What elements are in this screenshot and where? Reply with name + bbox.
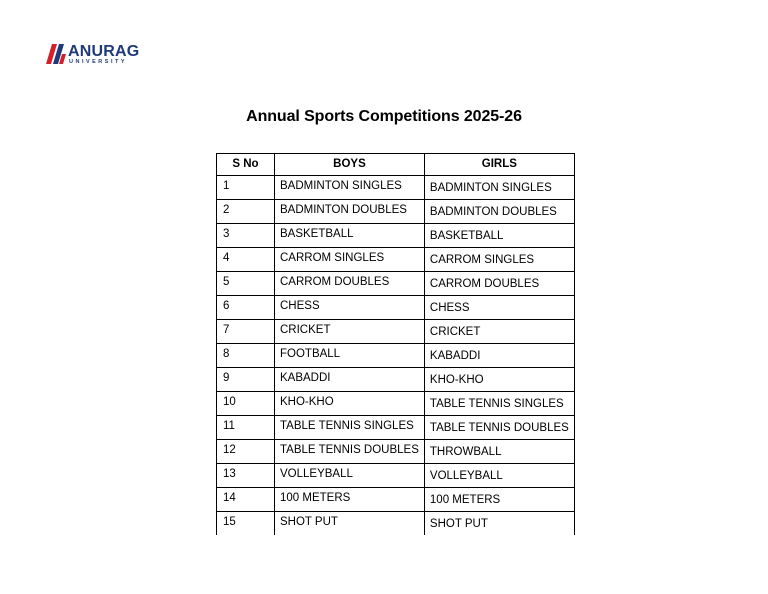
cell-girls-event: THROWBALL [424, 440, 574, 464]
cell-girls-event: BASKETBALL [424, 224, 574, 248]
university-logo [46, 42, 146, 68]
table-body [217, 176, 575, 536]
table-row [217, 176, 575, 200]
table-row [217, 440, 575, 464]
cell-girls-event: VOLLEYBALL [424, 464, 574, 488]
cell-boys-event: CRICKET [275, 320, 425, 344]
cell-boys-event: BASKETBALL [275, 224, 425, 248]
cell-sno: 7 [217, 320, 275, 344]
cell-girls-event: KABADDI [424, 344, 574, 368]
cell-girls-event: CARROM DOUBLES [424, 272, 574, 296]
cell-sno: 14 [217, 488, 275, 512]
cell-sno: 11 [217, 416, 275, 440]
cell-boys-event: VOLLEYBALL [275, 464, 425, 488]
table-row [217, 296, 575, 320]
logo-subtitle: UNIVERSITY [69, 59, 128, 65]
cell-sno: 3 [217, 224, 275, 248]
table-header-row [217, 154, 575, 176]
logo-mark-icon [46, 42, 68, 66]
cell-sno: 12 [217, 440, 275, 464]
cell-boys-event: BADMINTON DOUBLES [275, 200, 425, 224]
cell-girls-event: 100 METERS [424, 488, 574, 512]
cell-sno: 4 [217, 248, 275, 272]
cell-girls-event: TABLE TENNIS DOUBLES [424, 416, 574, 440]
cell-boys-event: TABLE TENNIS DOUBLES [275, 440, 425, 464]
cell-girls-event: TABLE TENNIS SINGLES [424, 392, 574, 416]
table-row [217, 464, 575, 488]
column-header-sno: S No [217, 154, 275, 176]
table-row [217, 272, 575, 296]
table-row [217, 200, 575, 224]
cell-girls-event: SHOT PUT [424, 512, 574, 536]
cell-sno: 15 [217, 512, 275, 536]
table-row [217, 224, 575, 248]
cell-boys-event: FOOTBALL [275, 344, 425, 368]
cell-sno: 5 [217, 272, 275, 296]
table-row [217, 512, 575, 536]
cell-boys-event: TABLE TENNIS SINGLES [275, 416, 425, 440]
cell-girls-event: CRICKET [424, 320, 574, 344]
table-row [217, 248, 575, 272]
table-row [217, 320, 575, 344]
table-row [217, 344, 575, 368]
sports-table [216, 153, 575, 535]
table-row [217, 392, 575, 416]
cell-boys-event: CARROM SINGLES [275, 248, 425, 272]
table-row [217, 368, 575, 392]
cell-girls-event: BADMINTON DOUBLES [424, 200, 574, 224]
cell-girls-event: BADMINTON SINGLES [424, 176, 574, 200]
cell-sno: 9 [217, 368, 275, 392]
cell-sno: 8 [217, 344, 275, 368]
cell-girls-event: CHESS [424, 296, 574, 320]
cell-boys-event: KHO-KHO [275, 392, 425, 416]
page-title: Annual Sports Competitions 2025-26 [246, 108, 522, 125]
cell-boys-event: 100 METERS [275, 488, 425, 512]
cell-sno: 13 [217, 464, 275, 488]
cell-boys-event: KABADDI [275, 368, 425, 392]
cell-sno: 1 [217, 176, 275, 200]
cell-boys-event: CHESS [275, 296, 425, 320]
cell-sno: 10 [217, 392, 275, 416]
cell-boys-event: BADMINTON SINGLES [275, 176, 425, 200]
table-row [217, 416, 575, 440]
table-row [217, 488, 575, 512]
cell-girls-event: KHO-KHO [424, 368, 574, 392]
column-header-boys: BOYS [275, 154, 425, 176]
cell-boys-event: SHOT PUT [275, 512, 425, 536]
cell-sno: 2 [217, 200, 275, 224]
cell-boys-event: CARROM DOUBLES [275, 272, 425, 296]
column-header-girls: GIRLS [424, 154, 574, 176]
cell-girls-event: CARROM SINGLES [424, 248, 574, 272]
logo-wordmark: ANURAG [68, 43, 140, 60]
cell-sno: 6 [217, 296, 275, 320]
